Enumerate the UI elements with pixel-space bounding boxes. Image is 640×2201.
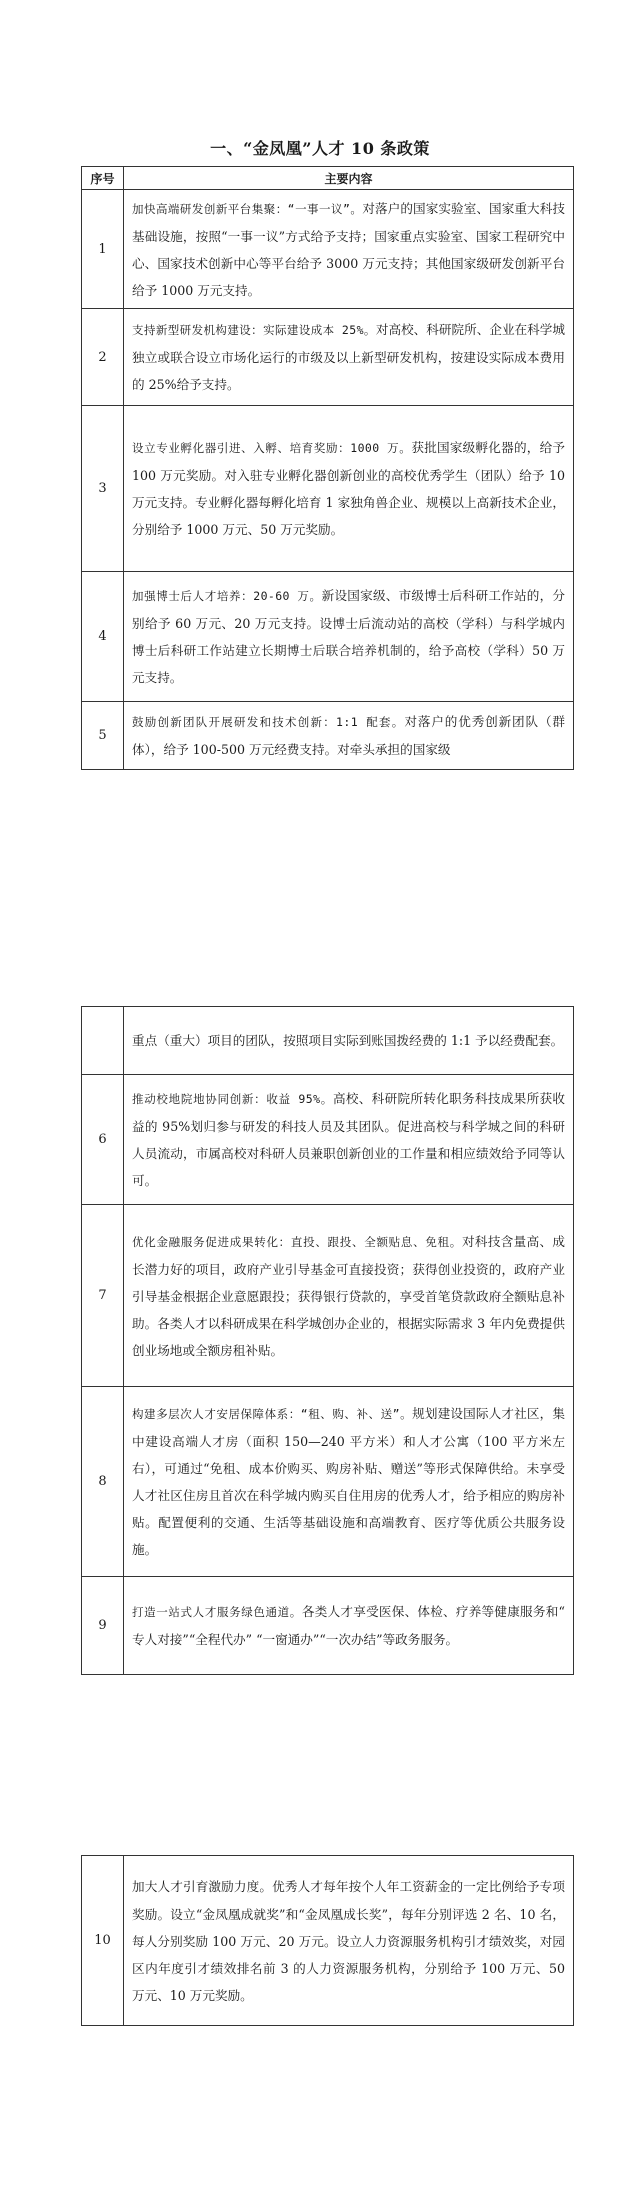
row-content — [124, 1205, 574, 1387]
row-body: 新设国家级、市级博士后科研工作站的，分别给予 60 万元、20 万元支持。设博士后流动站的高校（学科）与科学城内博士后科研工作站建立长期博士后联合培养机制的，给予高校（学科）50 万元支持。 — [132, 588, 565, 685]
row-lead: 构建多层次人才安居保障体系：“租、购、补、送”。 — [132, 1407, 413, 1421]
table-row — [82, 1387, 574, 1577]
row-content — [124, 1007, 574, 1075]
table-row — [82, 1075, 574, 1205]
row-lead: 支持新型研发机构建设：实际建设成本 25%。 — [132, 323, 376, 337]
table-row — [82, 309, 574, 406]
row-content — [124, 1387, 574, 1577]
header-number: 序号 — [82, 167, 124, 190]
row-number — [82, 1007, 124, 1075]
row-body: 对高校、科研院所、企业在科学城独立或联合设立市场化运行的市级及以上新型研发机构，按建设实际成本费用的 25%给予支持。 — [132, 322, 565, 392]
row-content — [124, 1075, 574, 1205]
row-body: 对落户的优秀创新团队（群体），给予 100-500 万元经费支持。对牵头承担的国家级 — [132, 714, 565, 757]
row-lead: 打造一站式人才服务绿色通道。 — [132, 1605, 302, 1619]
row-number: 1 — [82, 190, 124, 309]
row-lead: 加强博士后人才培养：20-60 万。 — [132, 589, 322, 603]
row-content — [124, 702, 574, 770]
row-number: 2 — [82, 309, 124, 406]
row-lead: 加快高端研发创新平台集聚：“一事一议”。 — [132, 201, 363, 216]
row-lead: 优化金融服务促进成果转化：直投、跟投、全额贴息、免租。 — [132, 1234, 462, 1249]
row-lead: 设立专业孵化器引进、入孵、培育奖励：1000 万。 — [132, 441, 412, 455]
table-row — [82, 1205, 574, 1387]
table-header-row — [82, 167, 574, 190]
row-content — [124, 309, 574, 406]
row-number: 7 — [82, 1205, 124, 1387]
policy-table-page-1 — [81, 166, 574, 770]
policy-table-page-2 — [81, 1006, 574, 1675]
row-number: 10 — [82, 1856, 124, 2026]
row-body: 加大人才引育激励力度。优秀人才每年按个人年工资薪金的一定比例给予专项奖励。设立“金凤凰成就奖”和“金凤凰成长奖”，每年分别评选 2 名、10 名，每人分别奖励 100 万元、20 万元。设立人力资源服务机构引才绩效奖，对园区内年度引才绩效排名前 3 的人力资源服务机构，分别给予 100 万元、50 万元、10 万元奖励。 — [132, 1878, 565, 2003]
table-row — [82, 1577, 574, 1675]
row-body: 重点（重大）项目的团队，按照项目实际到账国拨经费的 1:1 予以经费配套。 — [132, 1032, 564, 1048]
row-number: 4 — [82, 572, 124, 702]
row-lead: 鼓励创新团队开展研发和技术创新：1:1 配套。 — [132, 715, 405, 729]
row-body: 获批国家级孵化器的，给予 100 万元奖励。对入驻专业孵化器创新创业的高校优秀学生（团队）给予 10 万元支持。专业孵化器每孵化培育 1 家独角兽企业、规模以上高新技术企业，分别给予 1000 万元、50 万元奖励。 — [132, 440, 565, 537]
row-content — [124, 190, 574, 309]
row-content — [124, 1856, 574, 2026]
row-content — [124, 1577, 574, 1675]
row-lead: 推动校地院地协同创新：收益 95%。 — [132, 1092, 333, 1106]
table-row — [82, 1856, 574, 2026]
row-number: 6 — [82, 1075, 124, 1205]
row-body: 规划建设国际人才社区，集中建设高端人才房（面积 150—240 平方米）和人才公寓（100 平方米左右），可通过“免租、成本价购买、购房补贴、赠送”等形式保障供给。未享受人才社区住房且首次在科学城内购买自住用房的优秀人才，给予相应的购房补贴。配置便利的交通、生活等基础设施和高端教育、医疗等优质公共服务设施。 — [132, 1406, 566, 1557]
table-row — [82, 1007, 574, 1075]
table-row — [82, 190, 574, 309]
policy-table-page-3 — [81, 1855, 574, 2026]
page-title: 一、“金凤凰”人才 10 条政策 — [210, 139, 430, 158]
row-body: 对落户的国家实验室、国家重大科技基础设施，按照“一事一议”方式给予支持；国家重点实验室、国家工程研究中心、国家技术创新中心等平台给予 3000 万元支持；其他国家级研发创新平台给予 1000 万元支持。 — [132, 200, 565, 298]
row-number: 9 — [82, 1577, 124, 1675]
row-number: 5 — [82, 702, 124, 770]
table-row — [82, 572, 574, 702]
row-body: 对科技含量高、成长潜力好的项目，政府产业引导基金可直接投资；获得创业投资的，政府产业引导基金根据企业意愿跟投；获得银行贷款的，享受首笔贷款政府全额贴息补助。各类人才以科研成果在科学城创办企业的，根据实际需求 3 年内免费提供创业场地或全额房租补贴。 — [132, 1233, 566, 1358]
table-row — [82, 702, 574, 770]
header-content: 主要内容 — [124, 167, 574, 190]
row-content — [124, 572, 574, 702]
row-body: 各类人才享受医保、体检、疗养等健康服务和“ 专人对接”“全程代办” “一窗通办”“一次办结”等政务服务。 — [132, 1604, 565, 1647]
row-number: 3 — [82, 406, 124, 572]
row-number: 8 — [82, 1387, 124, 1577]
row-body: 高校、科研院所转化职务科技成果所获收益的 95%划归参与研发的科技人员及其团队。促进高校与科学城之间的科研人员流动，市属高校对科研人员兼职创新创业的工作量和相应绩效给予同等认可。 — [132, 1091, 566, 1188]
table-row — [82, 406, 574, 572]
row-content — [124, 406, 574, 572]
